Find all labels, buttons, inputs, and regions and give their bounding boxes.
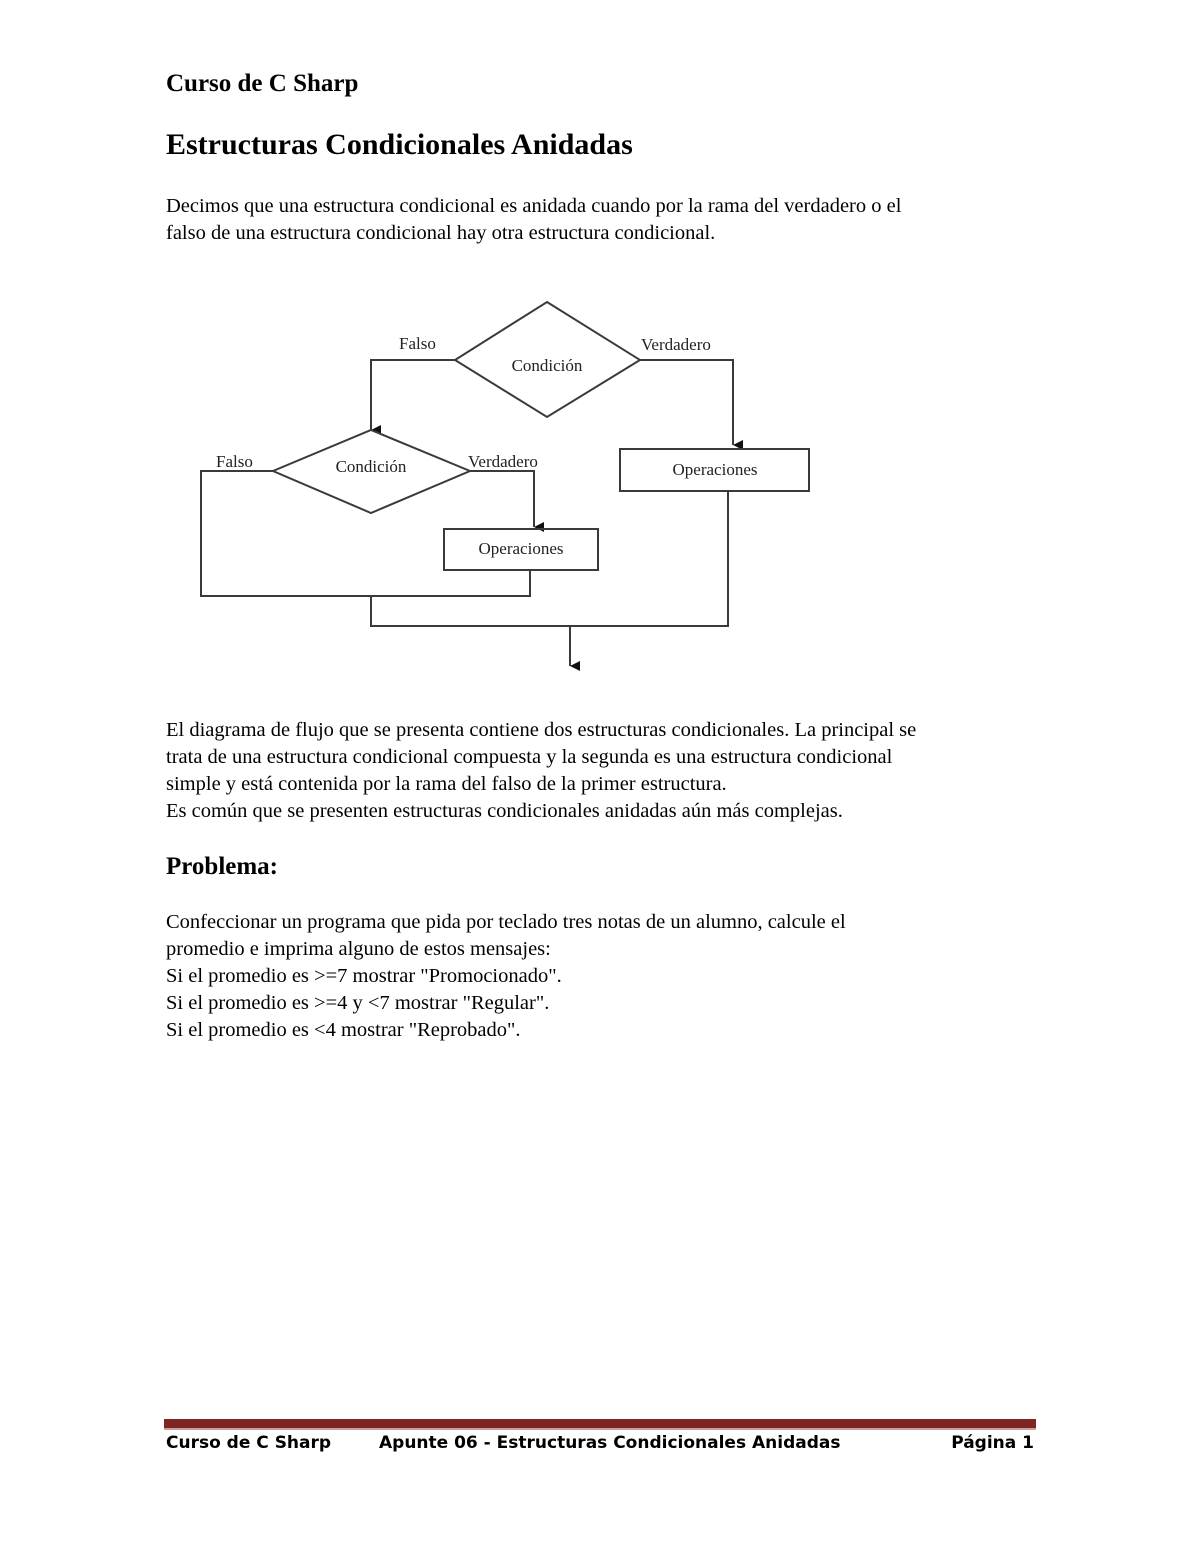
outer-true-connector [640,360,733,445]
problem-paragraph [166,909,1046,1044]
explanation-line: Es común que se presenten estructuras condicionales anidadas aún más complejas. [166,800,843,822]
problem-heading: Problema: [166,853,279,880]
inner-false-label: Falso [216,452,253,471]
problem-line: Confeccionar un programa que pida por teclado tres notas de un alumno, calcule el [166,911,846,933]
inner-operations-label: Operaciones [478,539,564,558]
explanation-line: trata de una estructura condicional compuesta y la segunda es una estructura condicional [166,746,893,768]
course-header: Curso de C Sharp [166,70,359,97]
footer-chapter: Apunte 06 - Estructuras Condicionales Anidadas [379,1433,841,1453]
inner-true-label: Verdadero [468,452,538,471]
footer-course: Curso de C Sharp [166,1433,332,1453]
page-footer [166,1433,1034,1461]
footer-page-number: Página 1 [951,1433,1034,1453]
footer-divider [164,1419,1036,1430]
explanation-paragraph [166,717,1046,825]
inner-true-connector [470,471,534,527]
problem-line: Si el promedio es >=4 y <7 mostrar "Regular". [166,992,550,1014]
explanation-line: El diagrama de flujo que se presenta contiene dos estructuras condicionales. La principal se [166,719,917,741]
intro-line: falso de una estructura condicional hay otra estructura condicional. [166,222,716,244]
explanation-line: simple y está contenida por la rama del falso de la primer estructura. [166,773,727,795]
inner-condition-label: Condición [335,457,407,476]
outer-condition-label: Condición [511,356,583,375]
intro-paragraph [166,193,1046,247]
intro-line: Decimos que una estructura condicional es anidada cuando por la rama del verdadero o el [166,195,902,217]
inner-false-connector [201,471,530,596]
outer-operations-label: Operaciones [672,460,758,479]
merge-connector [371,491,728,626]
problem-line: promedio e imprima alguno de estos mensajes: [166,938,551,960]
page-title: Estructuras Condicionales Anidadas [166,128,633,161]
outer-true-label: Verdadero [641,335,711,354]
problem-line: Si el promedio es >=7 mostrar "Promocionado". [166,965,562,987]
flowchart-diagram [195,295,835,680]
outer-false-connector [371,360,455,430]
problem-line: Si el promedio es <4 mostrar "Reprobado". [166,1019,521,1041]
outer-false-label: Falso [399,334,436,353]
